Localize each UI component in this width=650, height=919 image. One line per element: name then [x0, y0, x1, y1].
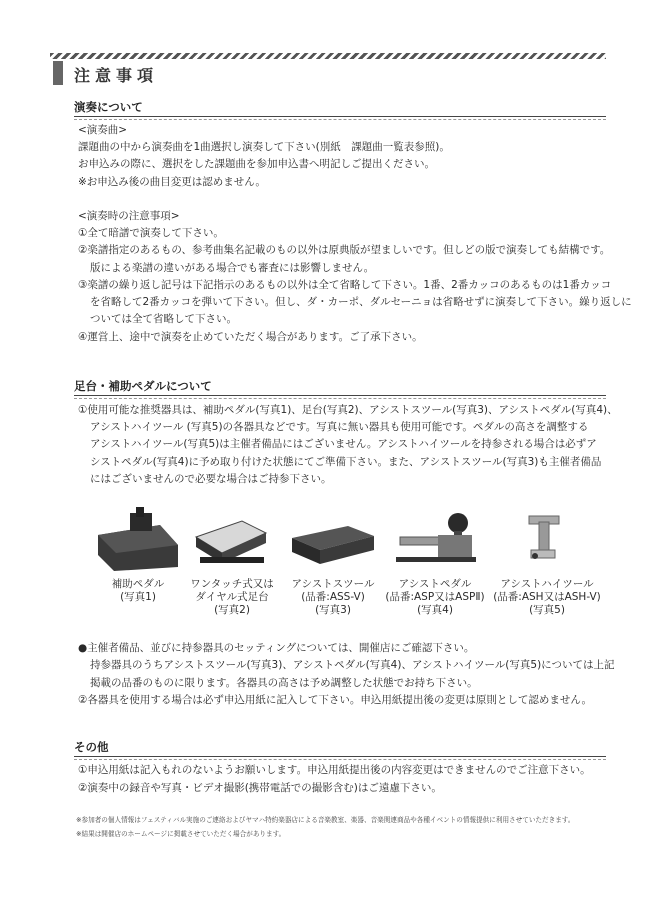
text-line: ①申込用紙は記入もれのないようお願いします。申込用紙提出後の内容変更はできませんのでご注意下さい。 [78, 764, 591, 776]
photo-2-caption: ワンタッチ式又は ダイヤル式足台 (写真2) [190, 578, 274, 616]
photo-4-caption: アシストペダル (品番:ASP又はASPⅡ) (写真4) [385, 578, 485, 616]
text-line: <演奏曲> [78, 124, 128, 136]
photo-5-caption: アシストハイツール (品番:ASH又はASH-V) (写真5) [493, 578, 601, 616]
section-heading-performance: 演奏について [74, 99, 606, 117]
header-stripe [50, 53, 606, 59]
text-line: ④運営上、途中で演奏を止めていただく場合があります。ご了承下さい。 [78, 331, 423, 343]
page-title: 注意事項 [74, 66, 159, 85]
text-line: ②各器具を使用する場合は必ず申込用紙に記入して下さい。申込用紙提出後の変更は原則として認めません。 [78, 694, 593, 706]
footnote: ※参加者の個人情報はフェスティバル実施のご連絡およびヤマハ特約楽器店による音楽教室、楽器、音楽関連商品や各種イベントの情報提供に利用させていただきます。 [76, 816, 575, 824]
text-line: を省略して2番カッコを弾いて下さい。但し、ダ・カーポ、ダルセーニョは省略せずに演奏して下さい。繰り返しに [90, 296, 632, 308]
footstool-photo [192, 515, 270, 570]
text-line: ②演奏中の録音や写真・ビデオ撮影(携帯電話での撮影含む)はご遠慮下さい。 [78, 782, 442, 794]
footnote: ※結果は開催店のホームページに掲載させていただく場合があります。 [76, 830, 286, 838]
text-line: 持参器具のうちアシストスツール(写真3)、アシストペダル(写真4)、アシストハイツール(写真5)については上記 [90, 659, 615, 671]
photo-1-caption: 補助ペダル (写真1) [111, 578, 165, 603]
text-line: ②楽譜指定のあるもの、参考曲集名記載のもの以外は原典版が望ましいです。但しどの版で演奏しても結構です。 [78, 244, 611, 256]
assist-pedal-ex-photo [392, 507, 482, 567]
text-line: アシストハイツール (写真5)の各器具などです。写真に無い器具も使用可能です。ペダルの高さを調整する [90, 421, 589, 433]
text-line: にはございませんので必要な場合はご持参下さい。 [90, 473, 332, 485]
text-line: ※お申込み後の曲目変更は認めません。 [78, 176, 266, 188]
assist-stool-photo [288, 520, 378, 568]
text-line: ①使用可能な推奨器具は、補助ペダル(写真1)、足台(写真2)、アシストスツール(写真3)、アシストペダル(写真4)、 [78, 404, 618, 416]
section-heading-pedal: 足台・補助ペダルについて [74, 378, 606, 396]
text-line: ③楽譜の繰り返し記号は下記指示のあるもの以外は全て省略して下さい。1番、2番カッコのあるものは1番カッコ [78, 279, 612, 291]
assist-pedal-photo [90, 505, 185, 575]
text-line: 課題曲の中から演奏曲を1曲選択し演奏して下さい(別紙 課題曲一覧表参照)。 [78, 141, 450, 153]
section-heading-other: その他 [74, 739, 606, 757]
text-line: シストペダル(写真4)に予め取り付けた状態にてご準備下さい。また、アシストスツール(写真3)も主催者備品 [90, 456, 602, 468]
assist-high-tool-photo [515, 510, 575, 570]
text-line: ①全て暗譜で演奏して下さい。 [78, 227, 224, 239]
text-line: ついては全て省略して下さい。 [90, 313, 237, 325]
text-line: 掲載の品番のものに限ります。各器具の高さは予め調整した状態でお持ち下さい。 [90, 677, 478, 689]
title-marker [53, 61, 63, 85]
text-line: <演奏時の注意事項> [78, 210, 180, 222]
text-line: 版による楽譜の違いがある場合でも審査には影響しません。 [90, 262, 375, 274]
text-line: お申込みの際に、選択をした課題曲を参加申込書へ明記しご提出ください。 [78, 158, 435, 170]
text-line: ●主催者備品、並びに持参器具のセッティングについては、開催店にご確認下さい。 [78, 642, 475, 654]
text-line: アシストハイツール(写真5)は主催者備品にはございません。アシストハイツールを持参される場合は必ずア [90, 438, 597, 450]
photo-3-caption: アシストスツール (品番:ASS-V) (写真3) [291, 578, 375, 616]
